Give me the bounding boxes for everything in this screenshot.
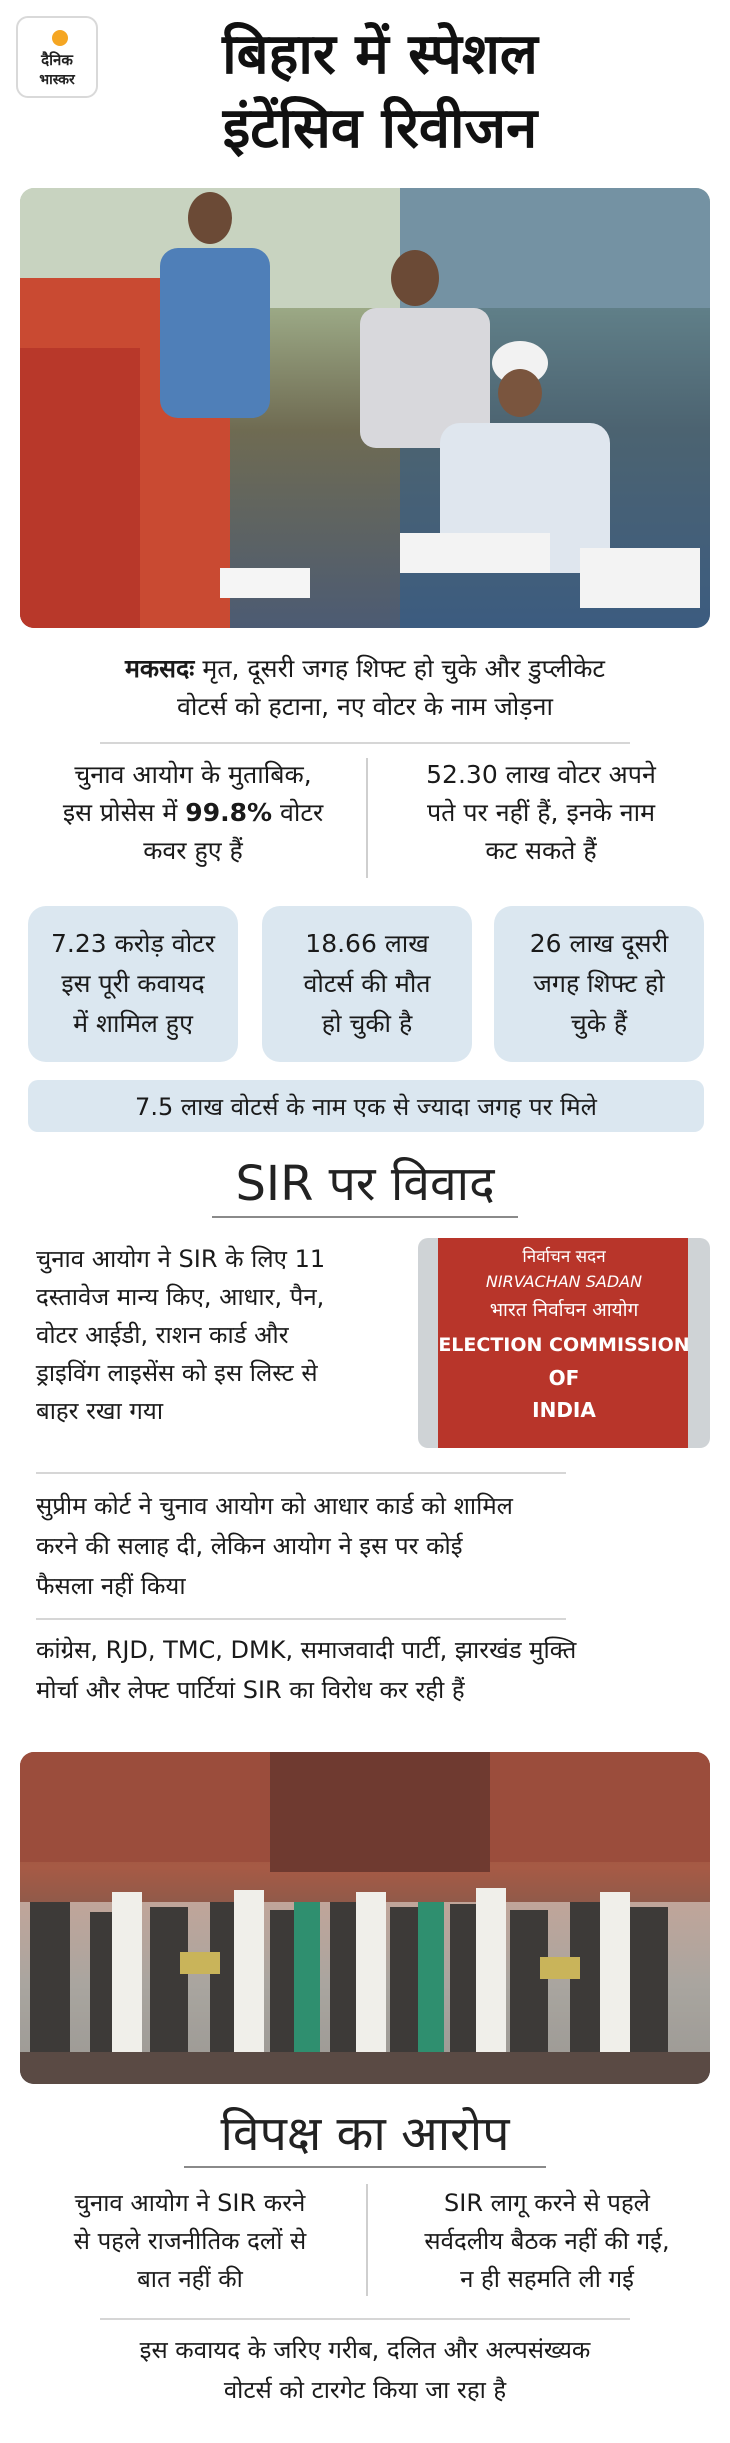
duplicate-voters-bar: 7.5 लाख वोटर्स के नाम एक से ज्यादा जगह पर मिले <box>28 1080 704 1132</box>
page-title-line-2: इंटेंसिव रिवीजन <box>222 96 538 161</box>
election-commission-photo: निर्वाचन सदन NIRVACHAN SADAN भारत निर्वाचन आयोग ELECTION COMMISSION OF INDIA <box>418 1238 710 1448</box>
missing-voters-stat: 52.30 लाख वोटर अपने पते पर नहीं हैं, इनके नाम कट सकते हैं <box>426 760 656 865</box>
purpose-text <box>40 650 690 726</box>
allegation-no-all-party-meeting: SIR लागू करने से पहले सर्वदलीय बैठक नहीं की गई, न ही सहमति ली गई <box>424 2189 670 2293</box>
opposition-section-title: विपक्ष का आरोप <box>220 2106 510 2162</box>
sun-icon <box>52 30 68 46</box>
purpose-label: मकसदः <box>124 654 195 683</box>
dainik-bhaskar-logo <box>16 16 98 98</box>
targeting-allegation: इस कवायद के जरिए गरीब, दलित और अल्पसंख्यक वोटर्स को टारगेट किया जा रहा है <box>139 2336 591 2404</box>
divider <box>100 742 630 744</box>
divider-vertical <box>366 758 368 878</box>
stat-pill-shifted: 26 लाख दूसरी जगह शिफ्ट हो चुके हैं <box>494 906 704 1062</box>
section-underline <box>184 2166 546 2168</box>
page-title-line-1: बिहार में स्पेशल <box>222 22 538 87</box>
purpose-line-2: वोटर्स को हटाना, नए वोटर के नाम जोड़ना <box>177 692 553 721</box>
logo-line-1: दैनिक <box>41 51 73 69</box>
stat-pill-deceased: 18.66 लाख वोटर्स की मौत हो चुकी है <box>262 906 472 1062</box>
purpose-line-1: मकसदः मृत, दूसरी जगह शिफ्ट हो चुके और डुप्लीकेट <box>124 654 606 683</box>
voter-verification-photo <box>20 188 710 628</box>
coverage-percent: 99.8% <box>185 798 273 827</box>
opposing-parties-text: कांग्रेस, RJD, TMC, DMK, समाजवादी पार्टी, झारखंड मुक्ति मोर्चा और लेफ्ट पार्टियां SIR का विरोध कर रही हैं <box>36 1636 577 1704</box>
divider <box>100 2318 630 2320</box>
coverage-stat: चुनाव आयोग के मुताबिक, इस प्रोसेस में 99.8% वोटर कवर हुए हैं <box>62 760 324 865</box>
divider-vertical <box>366 2184 368 2296</box>
supreme-court-text: सुप्रीम कोर्ट ने चुनाव आयोग को आधार कार्ड को शामिल करने की सलाह दी, लेकिन आयोग ने इस पर कोई फैसला नहीं किया <box>36 1492 513 1600</box>
stat-pill-total-voters: 7.23 करोड़ वोटर इस पूरी कवायद में शामिल हुए <box>28 906 238 1062</box>
documents-text: चुनाव आयोग ने SIR के लिए 11 दस्तावेज मान्य किए, आधार, पैन, वोटर आईडी, राशन कार्ड और ड्राइविंग लाइसेंस को इस लिस्ट से बाहर रखा गया <box>36 1245 326 1425</box>
divider <box>36 1472 566 1474</box>
divider <box>36 1618 566 1620</box>
allegation-no-consultation: चुनाव आयोग ने SIR करने से पहले राजनीतिक दलों से बात नहीं की <box>73 2189 307 2293</box>
opposition-protest-photo <box>20 1752 710 2084</box>
section-underline <box>212 1216 518 1218</box>
logo-line-2: भास्कर <box>39 72 75 88</box>
dispute-section-title: SIR पर विवाद <box>235 1156 495 1212</box>
